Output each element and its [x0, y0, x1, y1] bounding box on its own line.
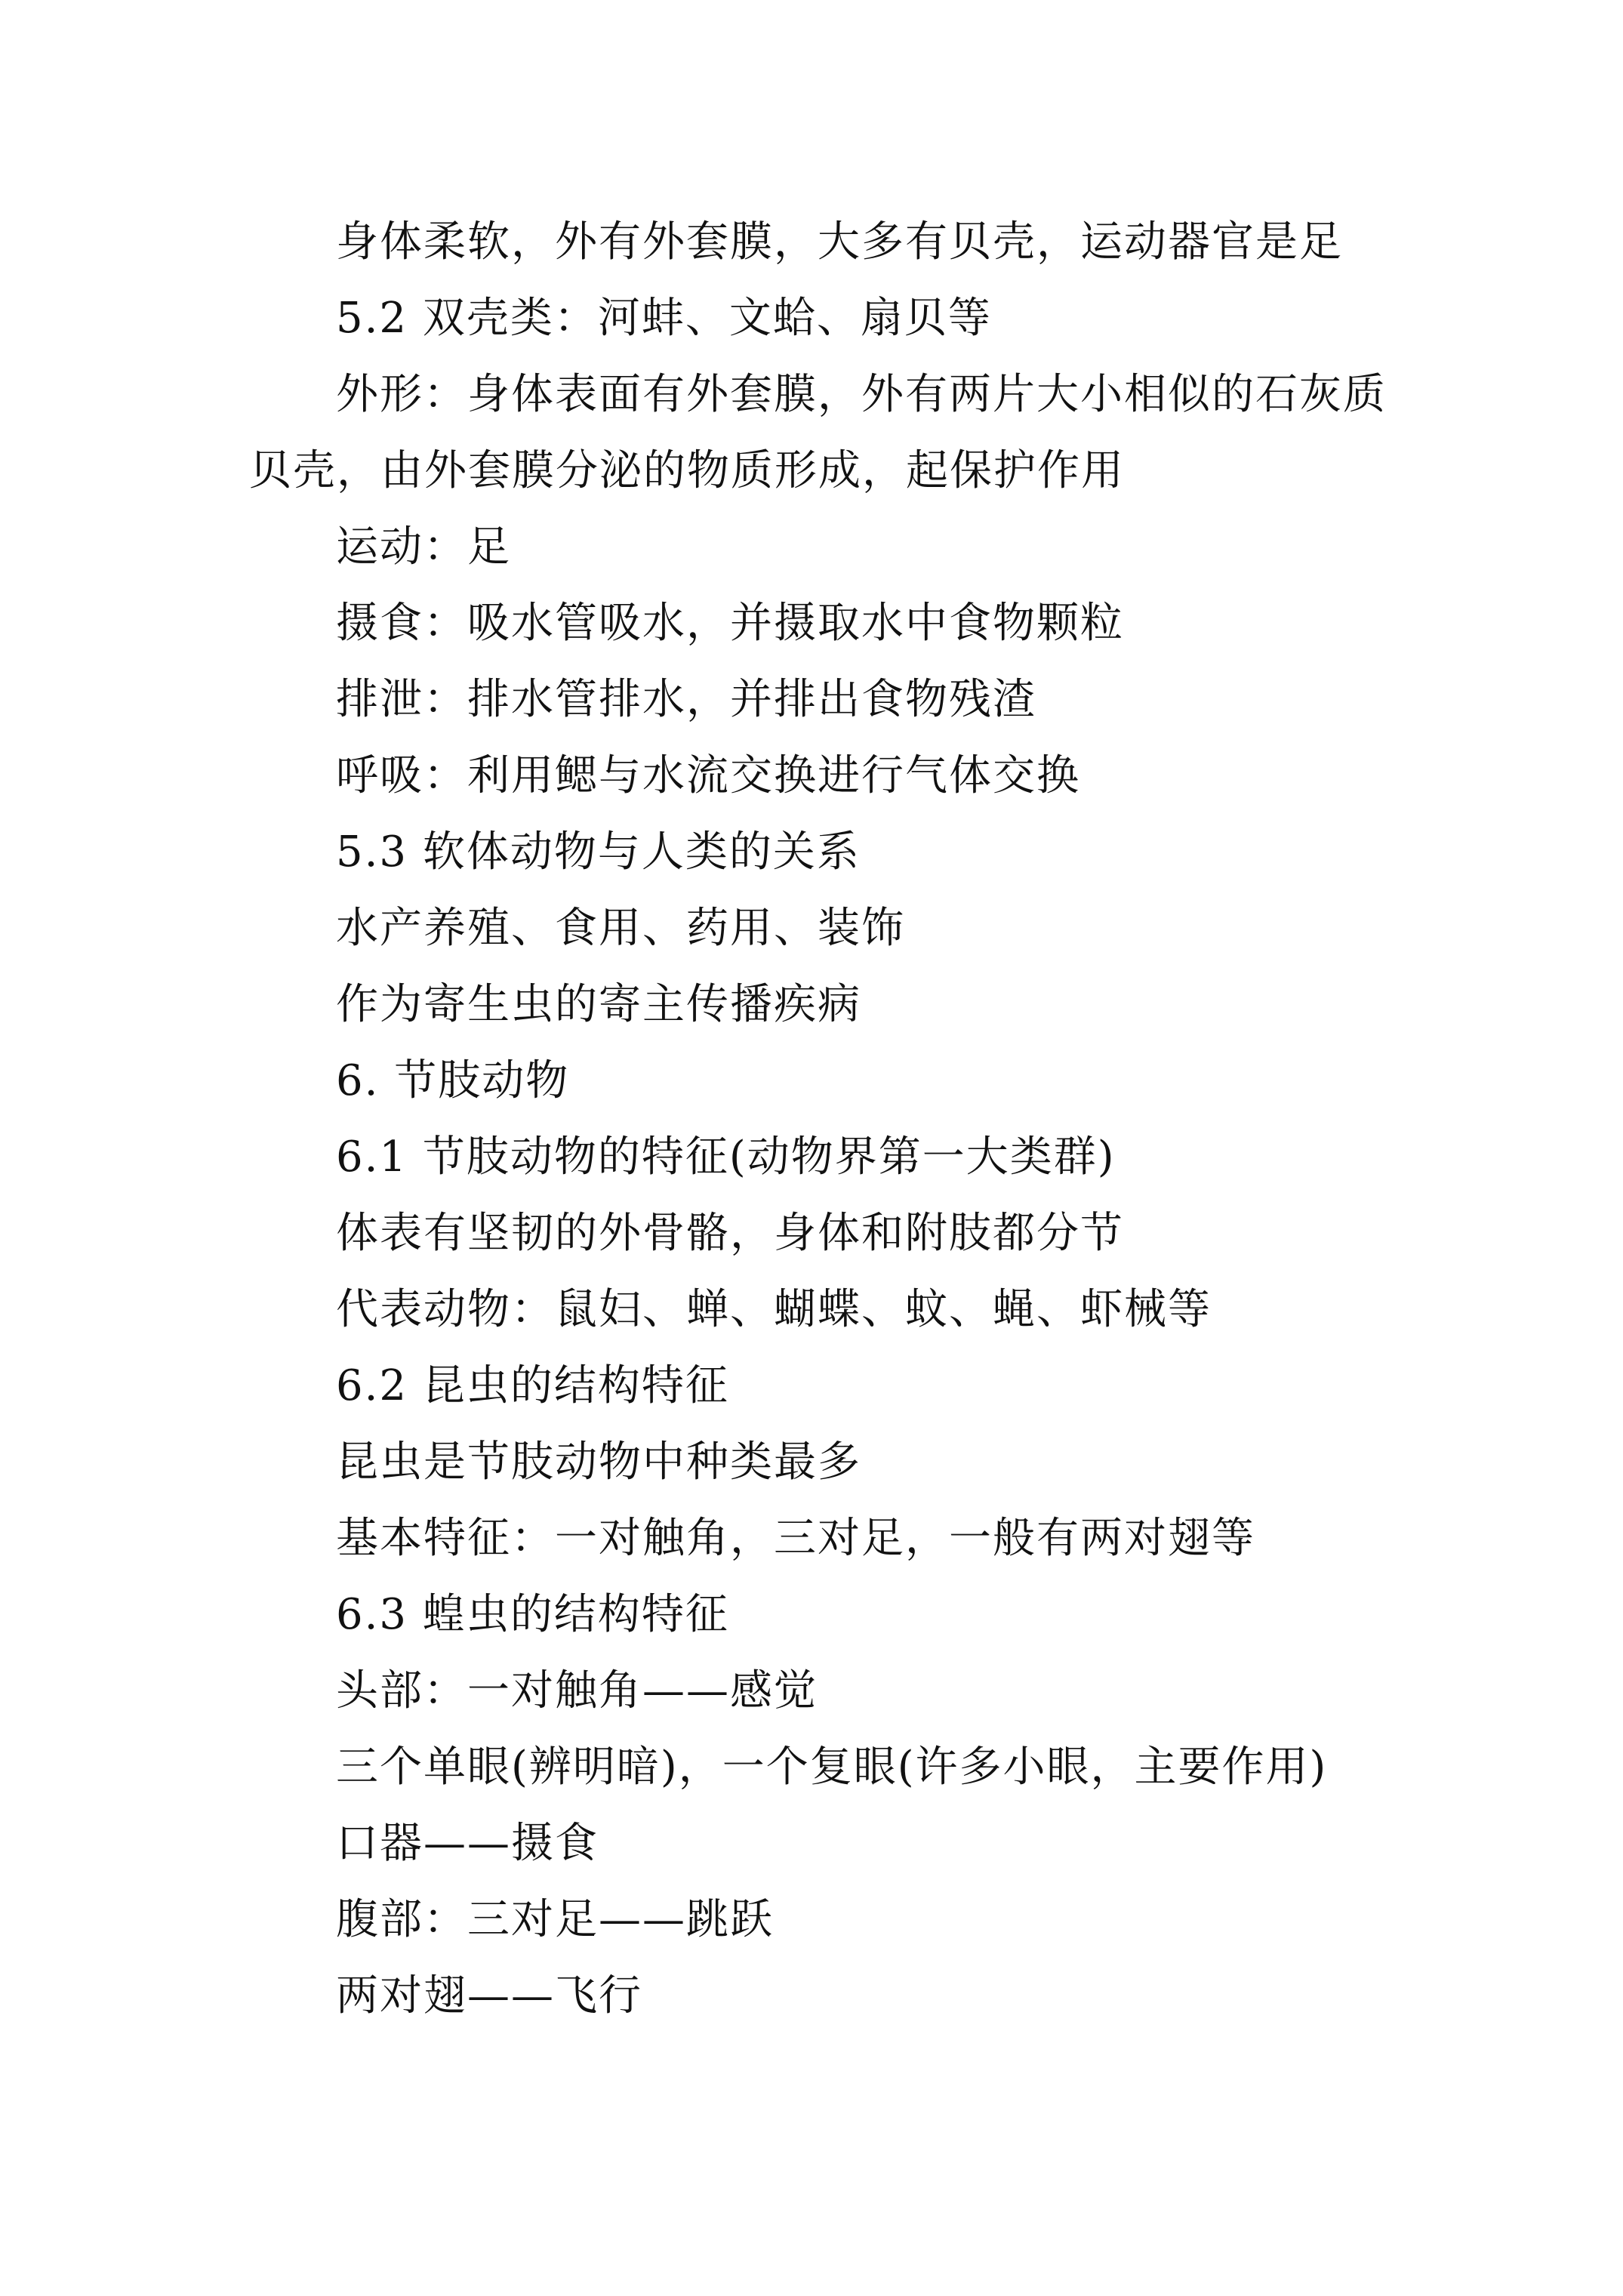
text-line: 作为寄生虫的寄主传播疾病 [336, 980, 861, 1029]
section-heading: 6.1 节肢动物的特征(动物界第一大类群) [336, 1133, 1116, 1182]
text-line: 呼吸：利用鳃与水流交换进行气体交换 [336, 751, 1080, 800]
text-line: 排泄：排水管排水，并排出食物残渣 [336, 675, 1036, 724]
text-line: 外形：身体表面有外套膜，外有两片大小相似的石灰质 [336, 370, 1387, 419]
text-line: 两对翅——飞行 [336, 1971, 642, 2020]
text-line: 头部：一对触角——感觉 [336, 1666, 818, 1715]
text-line: 贝壳，由外套膜分泌的物质形成，起保护作用 [249, 446, 1125, 495]
text-line: 口器——摄食 [336, 1819, 599, 1868]
text-line: 三个单眼(辨明暗)，一个复眼(许多小眼，主要作用) [336, 1743, 1328, 1792]
text-line: 昆虫是节肢动物中种类最多 [336, 1438, 861, 1487]
section-heading: 6.2 昆虫的结构特征 [336, 1361, 729, 1410]
section-heading: 5.2 双壳类：河蚌、文蛤、扇贝等 [336, 294, 992, 343]
section-heading: 6.3 蝗虫的结构特征 [336, 1590, 729, 1639]
text-line: 代表动物：鼠妇、蝉、蝴蝶、蚊、蝇、虾械等 [336, 1285, 1212, 1334]
text-line: 摄食：吸水管吸水，并摄取水中食物颗粒 [336, 599, 1124, 648]
text-line: 水产养殖、食用、药用、装饰 [336, 904, 905, 953]
text-line: 体表有坚韧的外骨骼，身体和附肢都分节 [336, 1209, 1124, 1258]
section-heading: 5.3 软体动物与人类的关系 [336, 827, 861, 877]
text-line: 基本特征：一对触角，三对足，一般有两对翅等 [336, 1514, 1255, 1563]
text-line: 身体柔软，外有外套膜，大多有贝壳，运动器官是足 [336, 217, 1343, 267]
text-line: 运动：足 [336, 522, 511, 572]
text-line: 腹部：三对足——跳跃 [336, 1895, 774, 1944]
chapter-heading: 6. 节肢动物 [336, 1056, 570, 1105]
